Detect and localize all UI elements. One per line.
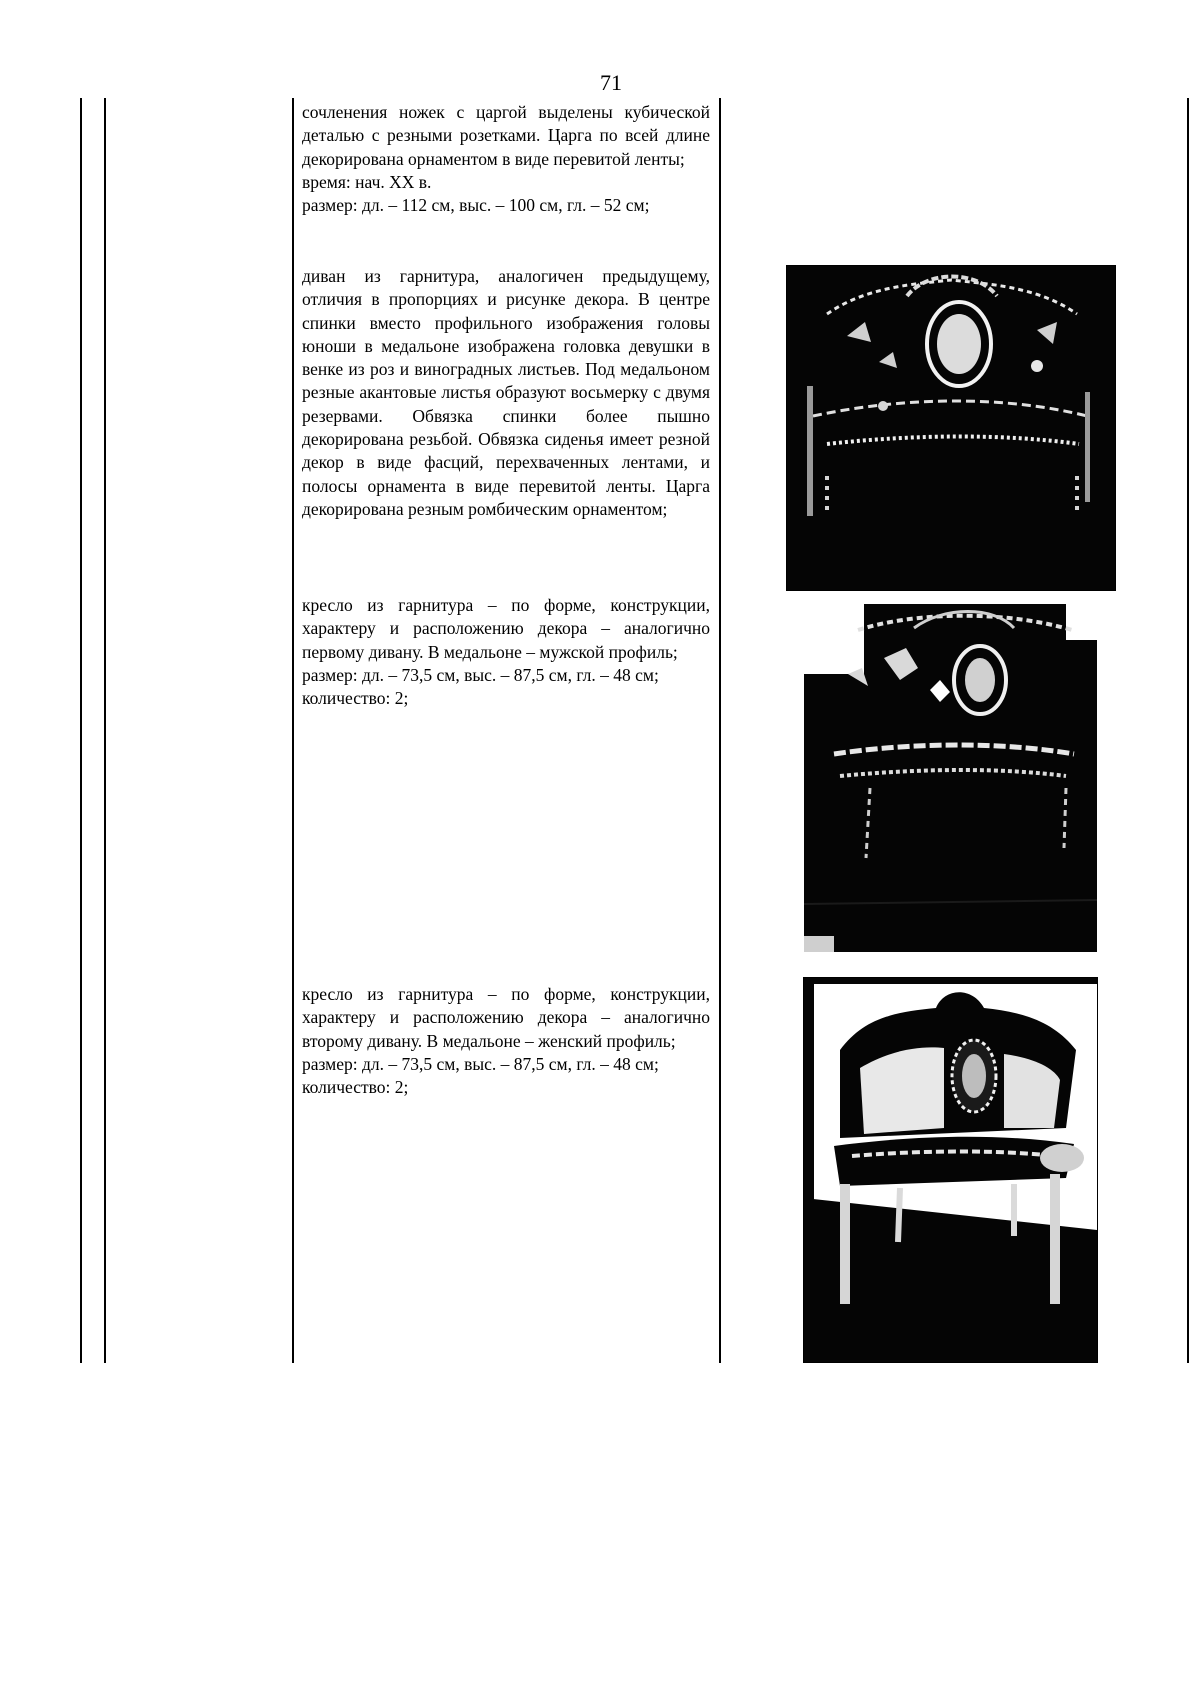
- entry-3-quantity: количество: 2;: [302, 688, 409, 709]
- sofa-photo: [786, 265, 1116, 591]
- column-divider-1: [292, 98, 294, 1363]
- table-border-left-outer: [80, 98, 82, 1363]
- entry-1-period: время: нач. XX в.: [302, 171, 432, 192]
- table-border-right: [1187, 98, 1189, 1363]
- entry-3-text: кресло из гарнитура – по форме, конструкции, характеру и расположению декора – аналогично первому дивану. В медальоне – мужской профиль;: [302, 595, 710, 662]
- entry-1-text: сочленения ножек с царгой выделены кубической деталью с резными розетками. Царга по всей длине декорирована орнаментом в виде перевитой ленты;: [302, 102, 710, 169]
- armchair-photo-2: [803, 977, 1098, 1363]
- entry-4-text: кресло из гарнитура – по форме, конструкции, характеру и расположению декора – аналогично второму дивану. В медальоне – женский профиль;: [302, 984, 710, 1051]
- entry-1-size: размер: дл. – 112 см, выс. – 100 см, гл. – 52 см;: [302, 195, 650, 216]
- column-divider-2: [719, 98, 721, 1363]
- entry-4: [302, 983, 710, 1099]
- entry-2-text: диван из гарнитура, аналогичен предыдущему, отличия в пропорциях и рисунке декора. В центре спинки вместо профильного изображения головы юноши в медальоне изображена головка девушки в венке из роз и виноградных листьев. Под медальоном резные акантовые листья образуют восьмерку с двумя резервами. Обвязка спинки более пышно декорирована резьбой. Обвязка сиденья имеет резной декор в виде фасций, перехваченных лентами, и полосы орнамента в виде перевитой ленты. Царга декорирована резным ромбическим орнаментом;: [302, 266, 710, 519]
- entry-2: [302, 265, 710, 521]
- entry-4-size: размер: дл. – 73,5 см, выс. – 87,5 см, гл. – 48 см;: [302, 1053, 659, 1074]
- entry-3-size: размер: дл. – 73,5 см, выс. – 87,5 см, гл. – 48 см;: [302, 664, 659, 685]
- entry-1: [302, 101, 710, 217]
- page-number: 71: [600, 70, 622, 95]
- table-border-left-inner: [104, 98, 106, 1363]
- armchair-photo-1: [804, 604, 1097, 952]
- entry-3: [302, 594, 710, 710]
- entry-4-quantity: количество: 2;: [302, 1077, 409, 1098]
